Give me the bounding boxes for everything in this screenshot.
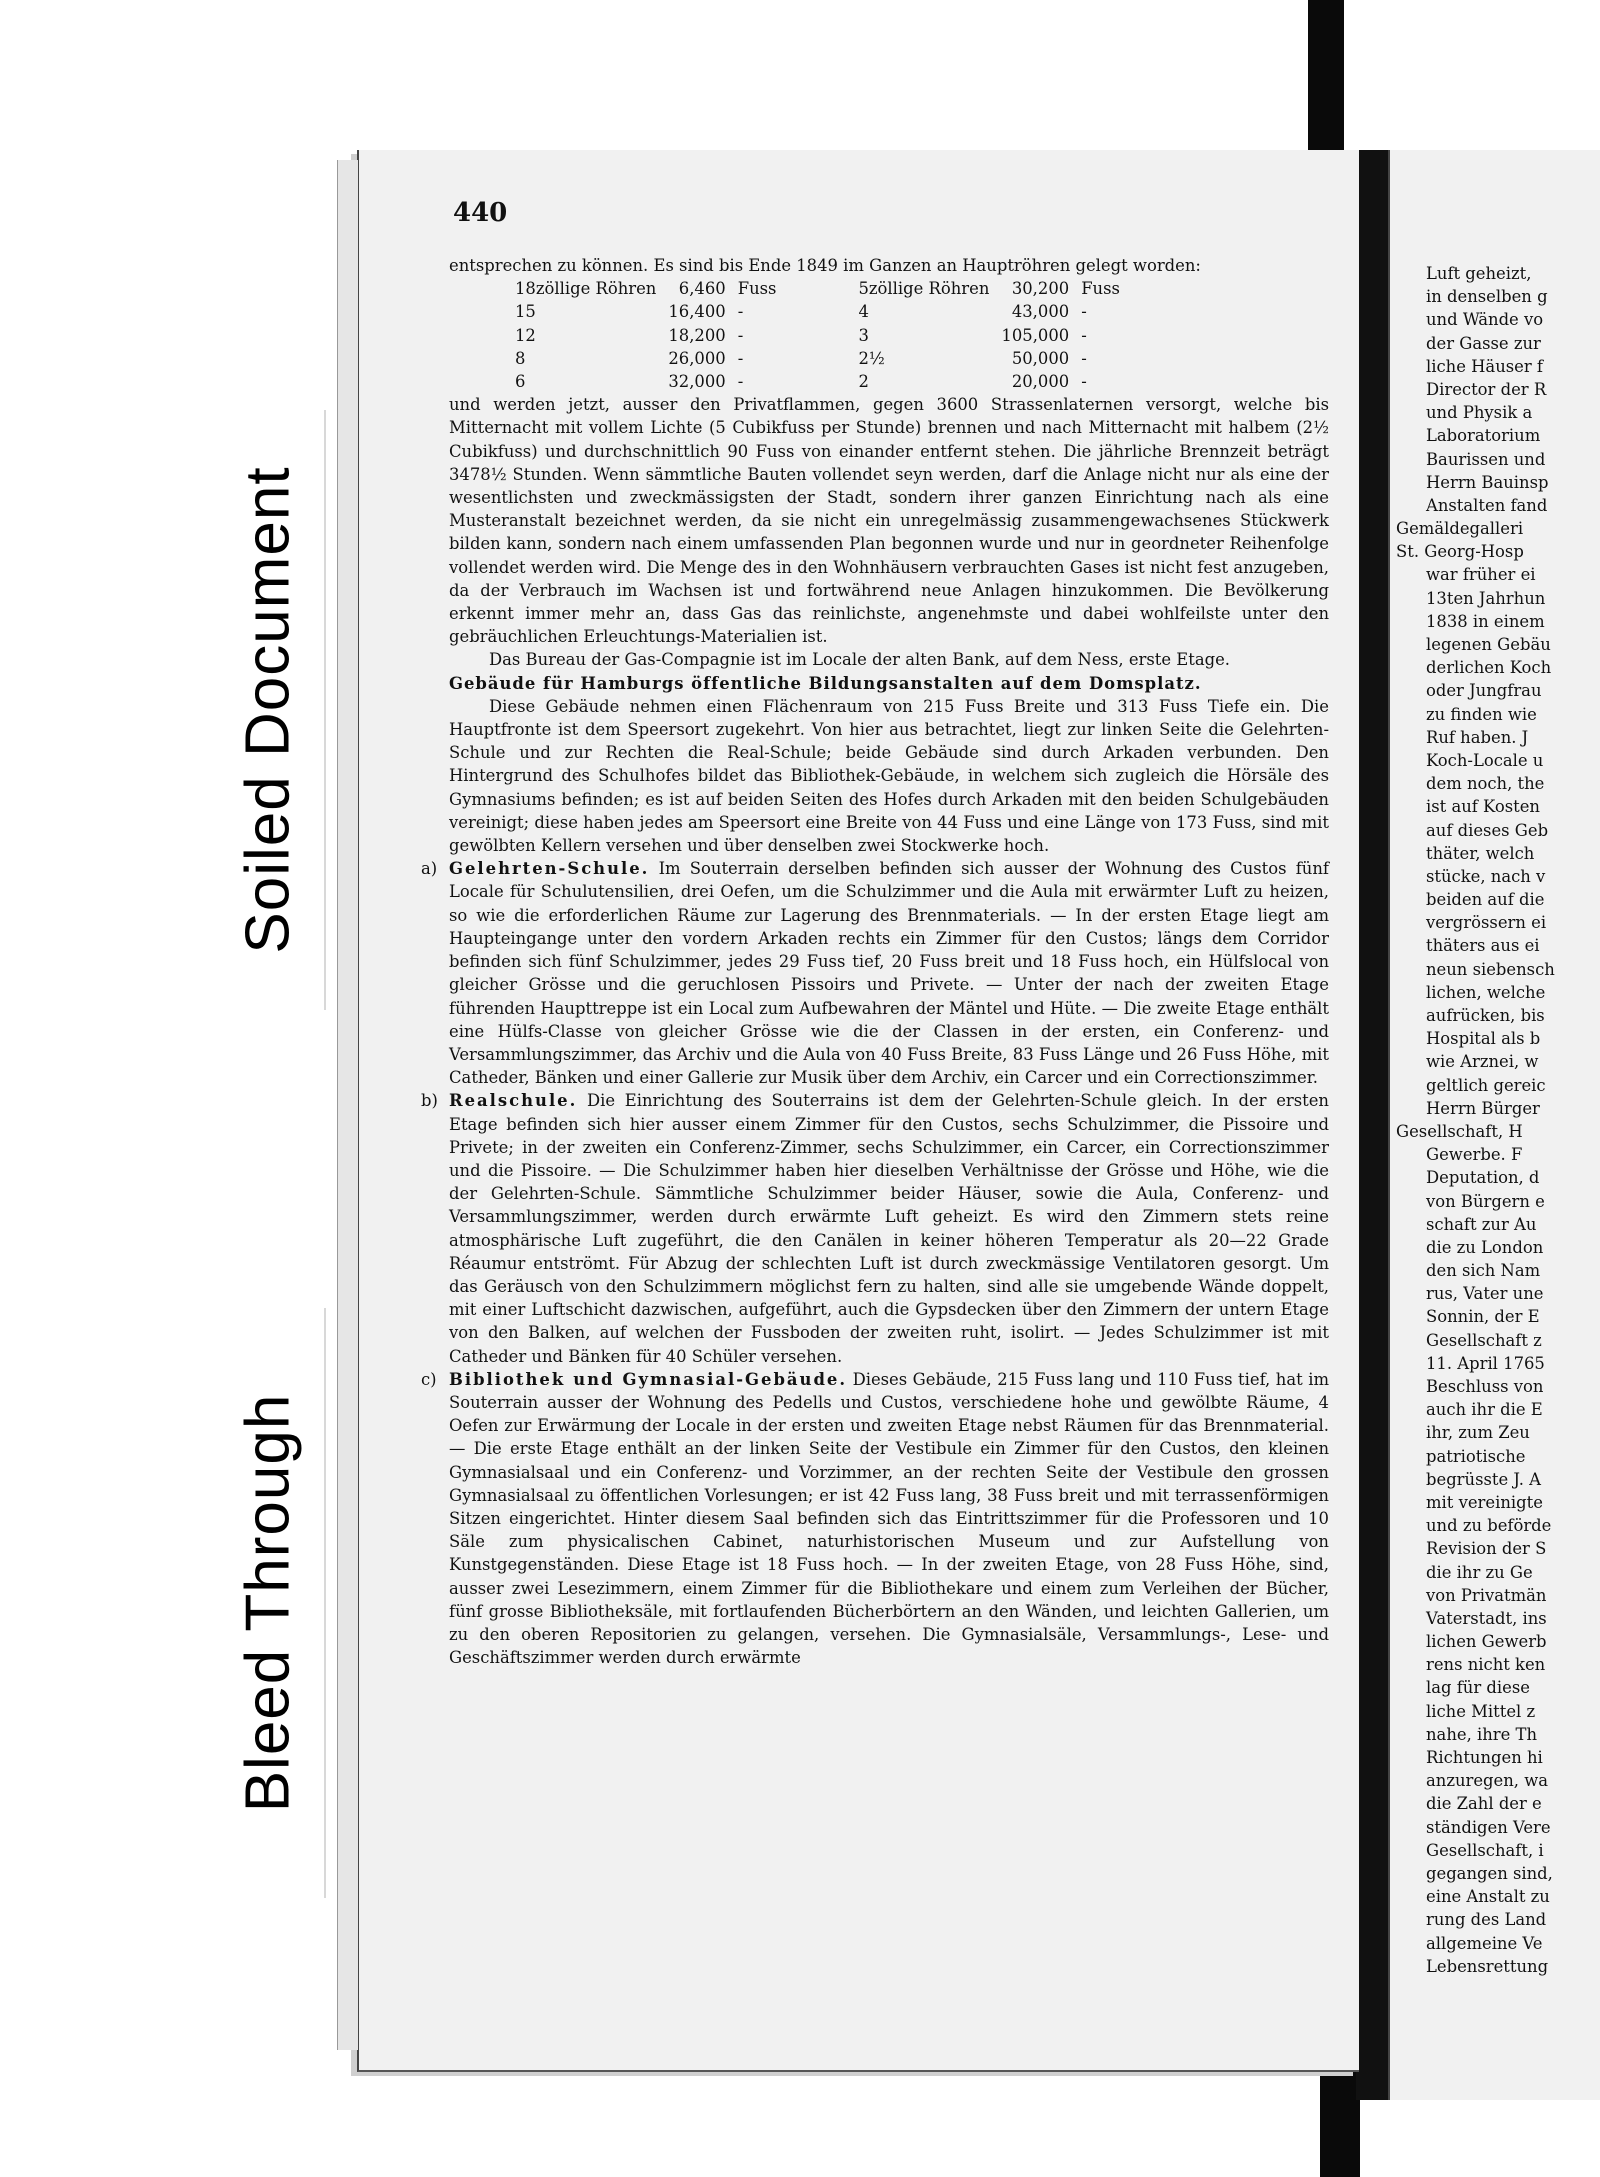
pipe-unit: - bbox=[737, 372, 744, 392]
adjacent-page-line: Gesellschaft z bbox=[1426, 1330, 1542, 1350]
section-heading: Gebäude für Hamburgs öffentliche Bildungsanstalten auf dem Domsplatz. bbox=[449, 673, 1202, 693]
pipe-length: 6,460 bbox=[678, 279, 726, 299]
list-item-gelehrten-schule bbox=[421, 857, 1329, 1089]
item-marker: b) bbox=[421, 1091, 438, 1111]
pipe-size: 3 bbox=[858, 325, 869, 345]
pipe-unit: - bbox=[1081, 325, 1087, 345]
item-title: Bibliothek und Gymnasial-Gebäude. bbox=[449, 1369, 848, 1389]
adjacent-page-line: liche Mittel z bbox=[1426, 1701, 1536, 1721]
adjacent-page-line: St. Georg-Hosp bbox=[1396, 542, 1524, 562]
adjacent-page-line: rung des Land bbox=[1426, 1910, 1547, 1930]
adjacent-page-line: auf dieses Geb bbox=[1426, 820, 1549, 840]
adjacent-page-line: Gesellschaft, H bbox=[1396, 1121, 1523, 1141]
adjacent-page-line: allgemeine Ve bbox=[1426, 1933, 1543, 1953]
pipe-length: 32,000 bbox=[668, 372, 726, 392]
adjacent-page-line: auch ihr die E bbox=[1426, 1400, 1543, 1420]
pipe-size: 4 bbox=[858, 302, 869, 322]
pipe-length: 26,000 bbox=[668, 348, 726, 368]
bureau-paragraph: Das Bureau der Gas-Compagnie ist im Locale der alten Bank, auf dem Ness, erste Etage. bbox=[489, 650, 1231, 670]
adjacent-page-fragment bbox=[1388, 150, 1600, 2100]
adjacent-page-line: Herrn Bürger bbox=[1426, 1098, 1540, 1118]
pipe-size: 12 bbox=[515, 325, 536, 345]
soiled-document-label bbox=[212, 410, 326, 1010]
pipe-length: 43,000 bbox=[1011, 302, 1070, 322]
adjacent-page-line: Gewerbe. F bbox=[1426, 1145, 1523, 1165]
adjacent-page-line: begrüsste J. A bbox=[1426, 1469, 1541, 1489]
adjacent-page-line: patriotische bbox=[1426, 1446, 1526, 1466]
scan-edge-strip-top bbox=[1308, 0, 1344, 150]
adjacent-page-line: zu finden wie bbox=[1426, 704, 1537, 724]
adjacent-page-line: Baurissen und bbox=[1426, 449, 1546, 469]
pipe-unit: - bbox=[1081, 302, 1087, 322]
pipe-unit: - bbox=[737, 302, 744, 322]
adjacent-page-line: Deputation, d bbox=[1426, 1168, 1540, 1188]
document-page bbox=[357, 150, 1359, 2072]
adjacent-page-line: lag für diese bbox=[1426, 1678, 1530, 1698]
adjacent-page-line: Revision der S bbox=[1426, 1539, 1547, 1559]
page-edge-shadow bbox=[337, 160, 358, 2050]
adjacent-page-line: derlichen Koch bbox=[1426, 658, 1552, 678]
adjacent-page-line: mit vereinigte bbox=[1426, 1492, 1543, 1512]
adjacent-page-line: Anstalten fand bbox=[1426, 495, 1548, 515]
adjacent-page-line: die Zahl der e bbox=[1426, 1794, 1542, 1814]
item-title: Realschule. bbox=[449, 1091, 578, 1111]
pipe-size: 6 bbox=[515, 372, 526, 392]
adjacent-page-line: Ruf haben. J bbox=[1426, 727, 1529, 747]
adjacent-page-line: 11. April 1765 bbox=[1426, 1353, 1545, 1373]
pipe-size: 2½ bbox=[858, 348, 885, 368]
adjacent-page-line: legenen Gebäu bbox=[1426, 635, 1551, 654]
adjacent-page-line: ihr, zum Zeu bbox=[1426, 1423, 1530, 1443]
adjacent-page-line: den sich Nam bbox=[1426, 1261, 1541, 1281]
adjacent-page-line: liche Häuser f bbox=[1426, 356, 1543, 376]
adjacent-page-line: Luft geheizt, bbox=[1426, 264, 1532, 283]
adjacent-page-line: und Wände vo bbox=[1426, 310, 1544, 330]
list-item-realschule bbox=[421, 1089, 1329, 1367]
adjacent-page-line: lichen, welche bbox=[1426, 982, 1546, 1002]
adjacent-page-line: die zu London bbox=[1426, 1237, 1544, 1257]
adjacent-page-line: Richtungen hi bbox=[1426, 1748, 1543, 1767]
table-row bbox=[509, 347, 782, 370]
pipe-size: 8 bbox=[515, 348, 526, 368]
scan-edge-strip-right bbox=[1356, 150, 1388, 2100]
table-row bbox=[509, 324, 782, 347]
pipe-unit: - bbox=[737, 348, 744, 368]
adjacent-page-line: eine Anstalt zu bbox=[1426, 1887, 1550, 1907]
item-text: Im Souterrain derselben befinden sich ausser der Wohnung des Custos fünf Locale für Schulutensilien, drei Oefen, um die Schulzimmer und die Aula mit erwärmter Luft zu heizen, so wie die erforderlichen Räume zur Lagerung des Brennmaterials. — In der ersten Etage liegt am Haupteingange unter den vordern Arkaden rechts ein Zimmer für den Custos; längs dem Corridor befinden sich fünf Schulzimmer, jedes 29 Fuss tief, 20 Fuss breit und 18 Fuss hoch, ein Hülfslocal von gleicher Grösse und die geruchlosen Pissoirs und Privete. — Unter der nach der zweiten Etage führenden Haupttreppe ist ein Local zum Aufbewahren der Mäntel und Hüte. — Die zweite Etage enthält eine Hülfs-Classe von gleicher Grösse wie die der Classen in der ersten, ein Conferenz- und Versammlungszimmer, das Archiv und die Aula von 40 Fuss Breite, 83 Fuss Länge und 26 Fuss Höhe, mit Catheder, Bänken und einer Gallerie zur Musik über dem Archiv, ein Carcer und ein Correctionszimmer. bbox=[449, 859, 1329, 1088]
pipe-unit: Fuss bbox=[737, 279, 777, 299]
adjacent-page-line: Herrn Bauinsp bbox=[1426, 472, 1549, 492]
adjacent-page-line: gegangen sind, bbox=[1426, 1863, 1553, 1883]
pipe-length: 50,000 bbox=[1011, 348, 1070, 368]
pipe-size: 15 bbox=[515, 302, 536, 322]
adjacent-page-line: Gesellschaft, i bbox=[1426, 1840, 1544, 1860]
soiled-document-text: Soiled Document bbox=[233, 466, 303, 954]
table-row bbox=[509, 370, 782, 393]
adjacent-page-line: thäter, welch bbox=[1426, 843, 1535, 863]
list-item-bibliothek bbox=[421, 1368, 1329, 1670]
pipe-length: 16,400 bbox=[668, 302, 726, 322]
adjacent-page-line: rus, Vater une bbox=[1426, 1284, 1544, 1304]
pipe-unit: - bbox=[1081, 372, 1087, 392]
table-row bbox=[852, 300, 1125, 323]
adjacent-page-line: ist auf Kosten bbox=[1426, 797, 1540, 817]
pipe-unit: - bbox=[1081, 348, 1087, 368]
adjacent-page-line: lichen Gewerb bbox=[1426, 1632, 1547, 1652]
adjacent-page-line: die ihr zu Ge bbox=[1426, 1562, 1533, 1582]
pipe-unit: Fuss bbox=[1081, 279, 1120, 299]
page-number: 440 bbox=[453, 198, 508, 228]
adjacent-page-line: anzuregen, wa bbox=[1426, 1771, 1549, 1791]
adjacent-page-line: 13ten Jahrhun bbox=[1426, 588, 1546, 608]
table-row bbox=[852, 277, 1125, 300]
pipe-table-wrapper bbox=[449, 277, 1329, 393]
pipe-length: 20,000 bbox=[1011, 372, 1070, 392]
item-text: Dieses Gebäude, 215 Fuss lang und 110 Fuss tief, hat im Souterrain ausser der Wohnung des Pedells und Custos, verschiedene hohe und gewölbte Räume, 4 Oefen zur Erwärmung der Locale in der ersten und zweiten Etage nebst Räumen für das Brennmaterial. — Die erste Etage enthält an der linken Seite der Vestibule ein Zimmer für den Custos, den kleinen Gymnasialsaal und ein Conferenz- und Vorzimmer, an der rechten Seite der Vestibule den grossen Gymnasialsaal zu öffentlichen Vorlesungen; er ist 42 Fuss lang, 38 Fuss breit und mit terrassenförmigen Sitzen eingerichtet. Hinter diesem Saal befinden sich das Eintrittszimmer für die Professoren und 10 Säle zum physicalischen Cabinet, naturhistorischen Museum und zur Aufstellung von Kunstgegenständen. Diese Etage ist 18 Fuss hoch. — In der zweiten Etage, von 28 Fuss Höhe, sind, ausser zwei Lesezimmern, einem Zimmer für die Bibliothekare und einem zum Verleihen der Bücher, fünf grosse Bibliotheksäle, mit fortlaufenden Bücherbörtern an den Wänden, und leichten Gallerien, um zu den oberen Repositorien zu gelangen, versehen. Die Gymnasialsäle, Versammlungs-, Lese- und Geschäftszimmer werden durch erwärmte bbox=[449, 1369, 1329, 1668]
page-body bbox=[421, 254, 1329, 1669]
adjacent-page-text bbox=[1396, 262, 1555, 1978]
intro-paragraph: entsprechen zu können. Es sind bis Ende 1849 im Ganzen an Hauptröhren gelegt worden: bbox=[449, 256, 1201, 275]
table-row bbox=[852, 324, 1125, 347]
adjacent-page-line: Gemäldegalleri bbox=[1396, 519, 1524, 539]
adjacent-page-line: Hospital als b bbox=[1426, 1029, 1541, 1049]
adjacent-page-line: Vaterstadt, ins bbox=[1426, 1608, 1547, 1628]
bleed-through-text: Bleed Through bbox=[233, 1393, 303, 1813]
adjacent-page-line: Laboratorium bbox=[1426, 426, 1541, 446]
bleed-through-label bbox=[212, 1308, 326, 1898]
table-row bbox=[509, 300, 782, 323]
item-marker: a) bbox=[421, 859, 438, 879]
pipe-table-right bbox=[852, 277, 1125, 393]
adjacent-page-line: Director der R bbox=[1426, 379, 1547, 399]
adjacent-page-line: oder Jungfrau bbox=[1426, 681, 1542, 701]
adjacent-page-line: von Privatmän bbox=[1426, 1585, 1547, 1605]
pipe-unit: - bbox=[737, 325, 744, 345]
adjacent-page-line: Koch-Locale u bbox=[1426, 750, 1544, 770]
adjacent-page-line: und Physik a bbox=[1426, 403, 1533, 423]
table-row bbox=[852, 370, 1125, 393]
adjacent-page-line: 1838 in einem bbox=[1426, 611, 1545, 631]
item-marker: c) bbox=[421, 1369, 437, 1389]
adjacent-page-line: neun siebensch bbox=[1426, 959, 1555, 979]
adjacent-page-line: Lebensrettung bbox=[1426, 1956, 1549, 1976]
pipe-size: 18zöllige Röhren bbox=[515, 279, 657, 299]
item-text: Die Einrichtung des Souterrains ist dem der Gelehrten-Schule gleich. In der ersten Etage befinden sich hier ausser einem Zimmer für den Custos, sechs Schulzimmer, die Pissoire und Privete; in der zweiten ein Conferenz-Zimmer, sechs Schulzimmer, ein Carcer, ein Correctionszimmer und die Pissoire. — Die Schulzimmer haben hier dieselben Verhältnisse der Grösse und Höhe, wie die der Gelehrten-Schule. Sämmtliche Schulzimmer beider Häuser, sowie die Aula, Conferenz- und Versammlungszimmer, werden durch erwärmte Luft geheizt. Es wird den Zimmern stets reine atmosphärische Luft zugeführt, die den Canälen in keiner höheren Temperatur als 20—22 Grade Réaumur entströmt. Für Abzug der schlechten Luft ist durch zweckmässige Ventilatoren gesorgt. Um das Geräusch von den Schulzimmern möglichst fern zu halten, sind alle sie umgebende Wände doppelt, mit einer Luftschicht dazwischen, aufgeführt, auch die Gypsdecken über den Zimmern der untern Etage von den Balken, auf welchen der Fussboden der zweiten ruht, isolirt. — Jedes Schulzimmer ist mit Catheder und Bänken für 40 Schüler versehen. bbox=[449, 1091, 1329, 1366]
gas-paragraph: und werden jetzt, ausser den Privatflammen, gegen 3600 Strassenlaternen versorgt, welche bis Mitternacht mit vollem Lichte (5 Cubikfuss per Stunde) brennen und nach Mitternacht mit halbem (2½ Cubikfuss) und durchschnittlich 90 Fuss von einander entfernt stehen. Die jährliche Brennzeit beträgt 3478½ Stunden. Wenn sämmtliche Bauten vollendet seyn werden, darf die Anlage nicht nur als eine der wesentlichsten und zweckmässigsten der Stadt, sondern ihrer ganzen Einrichtung nach als eine Musteranstalt bezeichnet werden, da sie nicht ein unregelmässig zusammengewachsenes Stückwerk bilden kann, sondern nach einem umfassenden Plan begonnen wurde und nur in geordneter Reihenfolge vollendet werden wird. Die Menge des in den Wohnhäusern verbrauchten Gases ist nicht fest anzugeben, da der Verbrauch im Wachsen ist und fortwährend neue Anlagen hinzukommen. Die Bevölkerung erkennt immer mehr an, dass Gas das reinlichste, angenehmste und dabei wohlfeilste unter den gebräuchlichen Erleuchtungs-Materialien ist. bbox=[449, 395, 1329, 647]
buildings-paragraph: Diese Gebäude nehmen einen Flächenraum von 215 Fuss Breite und 313 Fuss Tiefe ein. Die Hauptfronte ist dem Speersort zugekehrt. Von hier aus betrachtet, liegt zur linken Seite die Gelehrten-Schule und zur Rechten die Real-Schule; beide Gebäude sind durch Arkaden verbunden. Den Hintergrund des Schulhofes bildet das Bibliothek-Gebäude, in welchem sich zugleich die Hörsäle des Gymnasiums befinden; es ist auf beiden Seiten des Hofes durch Arkaden mit den beiden Schulgebäuden vereinigt; diese haben jedes am Speersort eine Breite von 44 Fuss und eine Länge von 173 Fuss, sind mit gewölbten Kellern versehen und über denselben zwei Stockwerke hoch. bbox=[449, 696, 1329, 856]
adjacent-page-line: ständigen Vere bbox=[1426, 1817, 1551, 1837]
table-row bbox=[852, 347, 1125, 370]
adjacent-page-line: dem noch, the bbox=[1426, 774, 1545, 794]
pipe-size: 5zöllige Röhren bbox=[858, 279, 990, 299]
adjacent-page-line: vergrössern ei bbox=[1426, 913, 1547, 933]
adjacent-page-line: rens nicht ken bbox=[1426, 1655, 1546, 1675]
adjacent-page-line: und zu beförde bbox=[1426, 1516, 1552, 1536]
adjacent-page-line: schaft zur Au bbox=[1426, 1214, 1537, 1234]
adjacent-page-line: war früher ei bbox=[1426, 565, 1536, 585]
pipe-length: 18,200 bbox=[668, 325, 726, 345]
adjacent-page-line: aufrücken, bis bbox=[1426, 1006, 1545, 1025]
adjacent-page-line: in denselben g bbox=[1426, 287, 1548, 307]
adjacent-page-line: beiden auf die bbox=[1426, 890, 1545, 910]
pipe-size: 2 bbox=[858, 372, 869, 392]
pipe-length: 30,200 bbox=[1011, 279, 1070, 299]
pipe-table-left bbox=[509, 277, 782, 393]
adjacent-page-line: der Gasse zur bbox=[1426, 333, 1541, 353]
adjacent-page-line: von Bürgern e bbox=[1426, 1191, 1545, 1211]
item-title: Gelehrten-Schule. bbox=[449, 859, 650, 879]
adjacent-page-line: thäters aus ei bbox=[1426, 936, 1540, 956]
adjacent-page-line: Sonnin, der E bbox=[1426, 1307, 1540, 1327]
adjacent-page-line: Beschluss von bbox=[1426, 1377, 1544, 1396]
adjacent-page-line: geltlich gereic bbox=[1426, 1075, 1546, 1095]
adjacent-page-line: wie Arznei, w bbox=[1426, 1052, 1539, 1072]
adjacent-page-line: nahe, ihre Th bbox=[1426, 1724, 1538, 1744]
pipe-length: 105,000 bbox=[1001, 325, 1070, 345]
adjacent-page-line: stücke, nach v bbox=[1426, 866, 1546, 886]
table-row bbox=[509, 277, 782, 300]
